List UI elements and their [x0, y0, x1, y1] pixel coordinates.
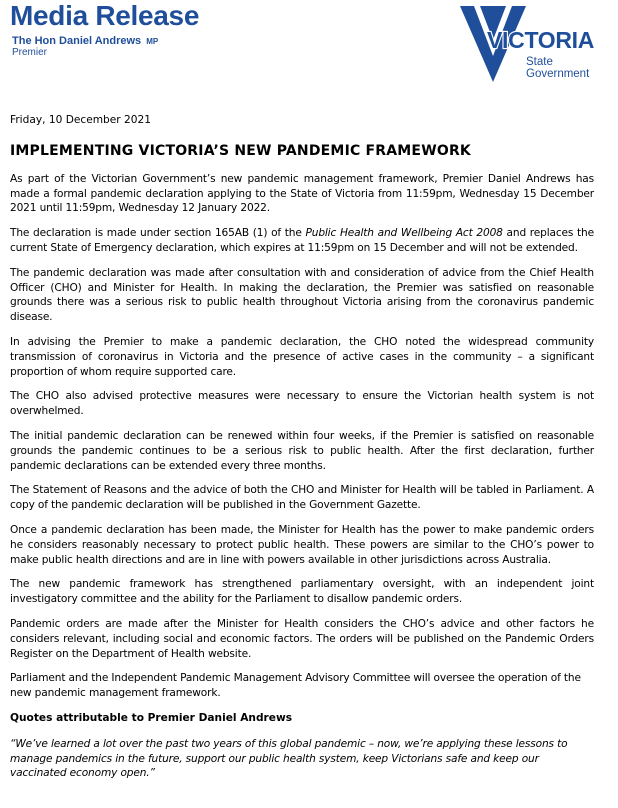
premier-quote: “We’ve learned a lot over the past two years of this global pandemic – now, we’re applying these lessons to manage pandemics in the future, support our public health system, keep Victorians safe and keep our vaccinated economy open.” [10, 737, 568, 780]
victoria-state-government-logo [460, 6, 608, 88]
minister-suffix: MP [146, 37, 159, 46]
release-body [10, 113, 594, 781]
declaration-paragraph [10, 226, 594, 256]
body-paragraph: The new pandemic framework has strengthened parliamentary oversight, with an independent joint investigatory committee and the ability for the Parliament to disallow pandemic orders. [10, 578, 594, 606]
declaration-text-after: and replaces the current State of Emergency declaration, which expires at 11:59pm on 15 December and will not be extended. [10, 227, 594, 254]
logo-line-state: State [526, 56, 553, 68]
minister-name-text: The Hon Daniel Andrews [12, 35, 142, 47]
page-header [0, 0, 618, 100]
declaration-text-before: The declaration is made under section 165AB (1) of the [10, 227, 306, 240]
body-paragraph: In advising the Premier to make a pandemic declaration, the CHO noted the widespread community transmission of coronavirus in Victoria and the presence of active cases in the community – a significant proportion of whom require supported care. [10, 335, 594, 378]
body-paragraph: The initial pandemic declaration can be renewed within four weeks, if the Premier is satisfied on reasonable grounds the pandemic continues to be a serious risk to public health. After the first declaration, further pandemic declarations can be extended every three months. [10, 429, 594, 472]
body-paragraph: The Statement of Reasons and the advice of both the CHO and Minister for Health will be tabled in Parliament. A copy of the pandemic declaration will be published in the Government Gazette. [10, 484, 594, 512]
quotes-heading: Quotes attributable to Premier Daniel Andrews [10, 711, 293, 724]
logo-line-government: Government [526, 68, 590, 80]
release-headline: IMPLEMENTING VICTORIA’S NEW PANDEMIC FRAMEWORK [10, 142, 471, 159]
body-paragraph: Once a pandemic declaration has been made, the Minister for Health has the power to make pandemic orders he considers reasonably necessary to protect public health. These powers are similar to the CHO’s power to make public health directions and are in line with powers available in other jurisdictions across Australia. [10, 523, 594, 566]
body-paragraph: As part of the Victorian Government’s new pandemic management framework, Premier Daniel Andrews has made a formal pandemic declaration applying to the State of Victoria from 11:59pm, Wednesday 15 December 2021 until 11:59pm, Wednesday 12 January 2022. [10, 172, 594, 215]
body-paragraph: The CHO also advised protective measures were necessary to ensure the Victorian health system is not overwhelmed. [10, 390, 594, 418]
body-paragraph: The pandemic declaration was made after consultation with and consideration of advice from the Chief Health Officer (CHO) and Minister for Health. In making the declaration, the Premier was satisfied on reasonable grounds there was a serious risk to public health throughout Victoria arising from the coronavirus pandemic disease. [10, 266, 594, 324]
body-paragraph: Pandemic orders are made after the Minister for Health considers the CHO’s advice and other factors he considers relevant, including social and economic factors. The orders will be published on the Pandemic Orders Register on the Department of Health website. [10, 617, 594, 660]
body-paragraph: Parliament and the Independent Pandemic Management Advisory Committee will oversee the operation of the new pandemic management framework. [10, 672, 581, 700]
media-release-title: Media Release [10, 0, 200, 31]
release-date: Friday, 10 December 2021 [10, 114, 151, 126]
minister-role: Premier [12, 47, 48, 58]
logo-wordmark: VICTORIA [487, 27, 595, 53]
act-name: Public Health and Wellbeing Act 2008 [305, 227, 503, 240]
